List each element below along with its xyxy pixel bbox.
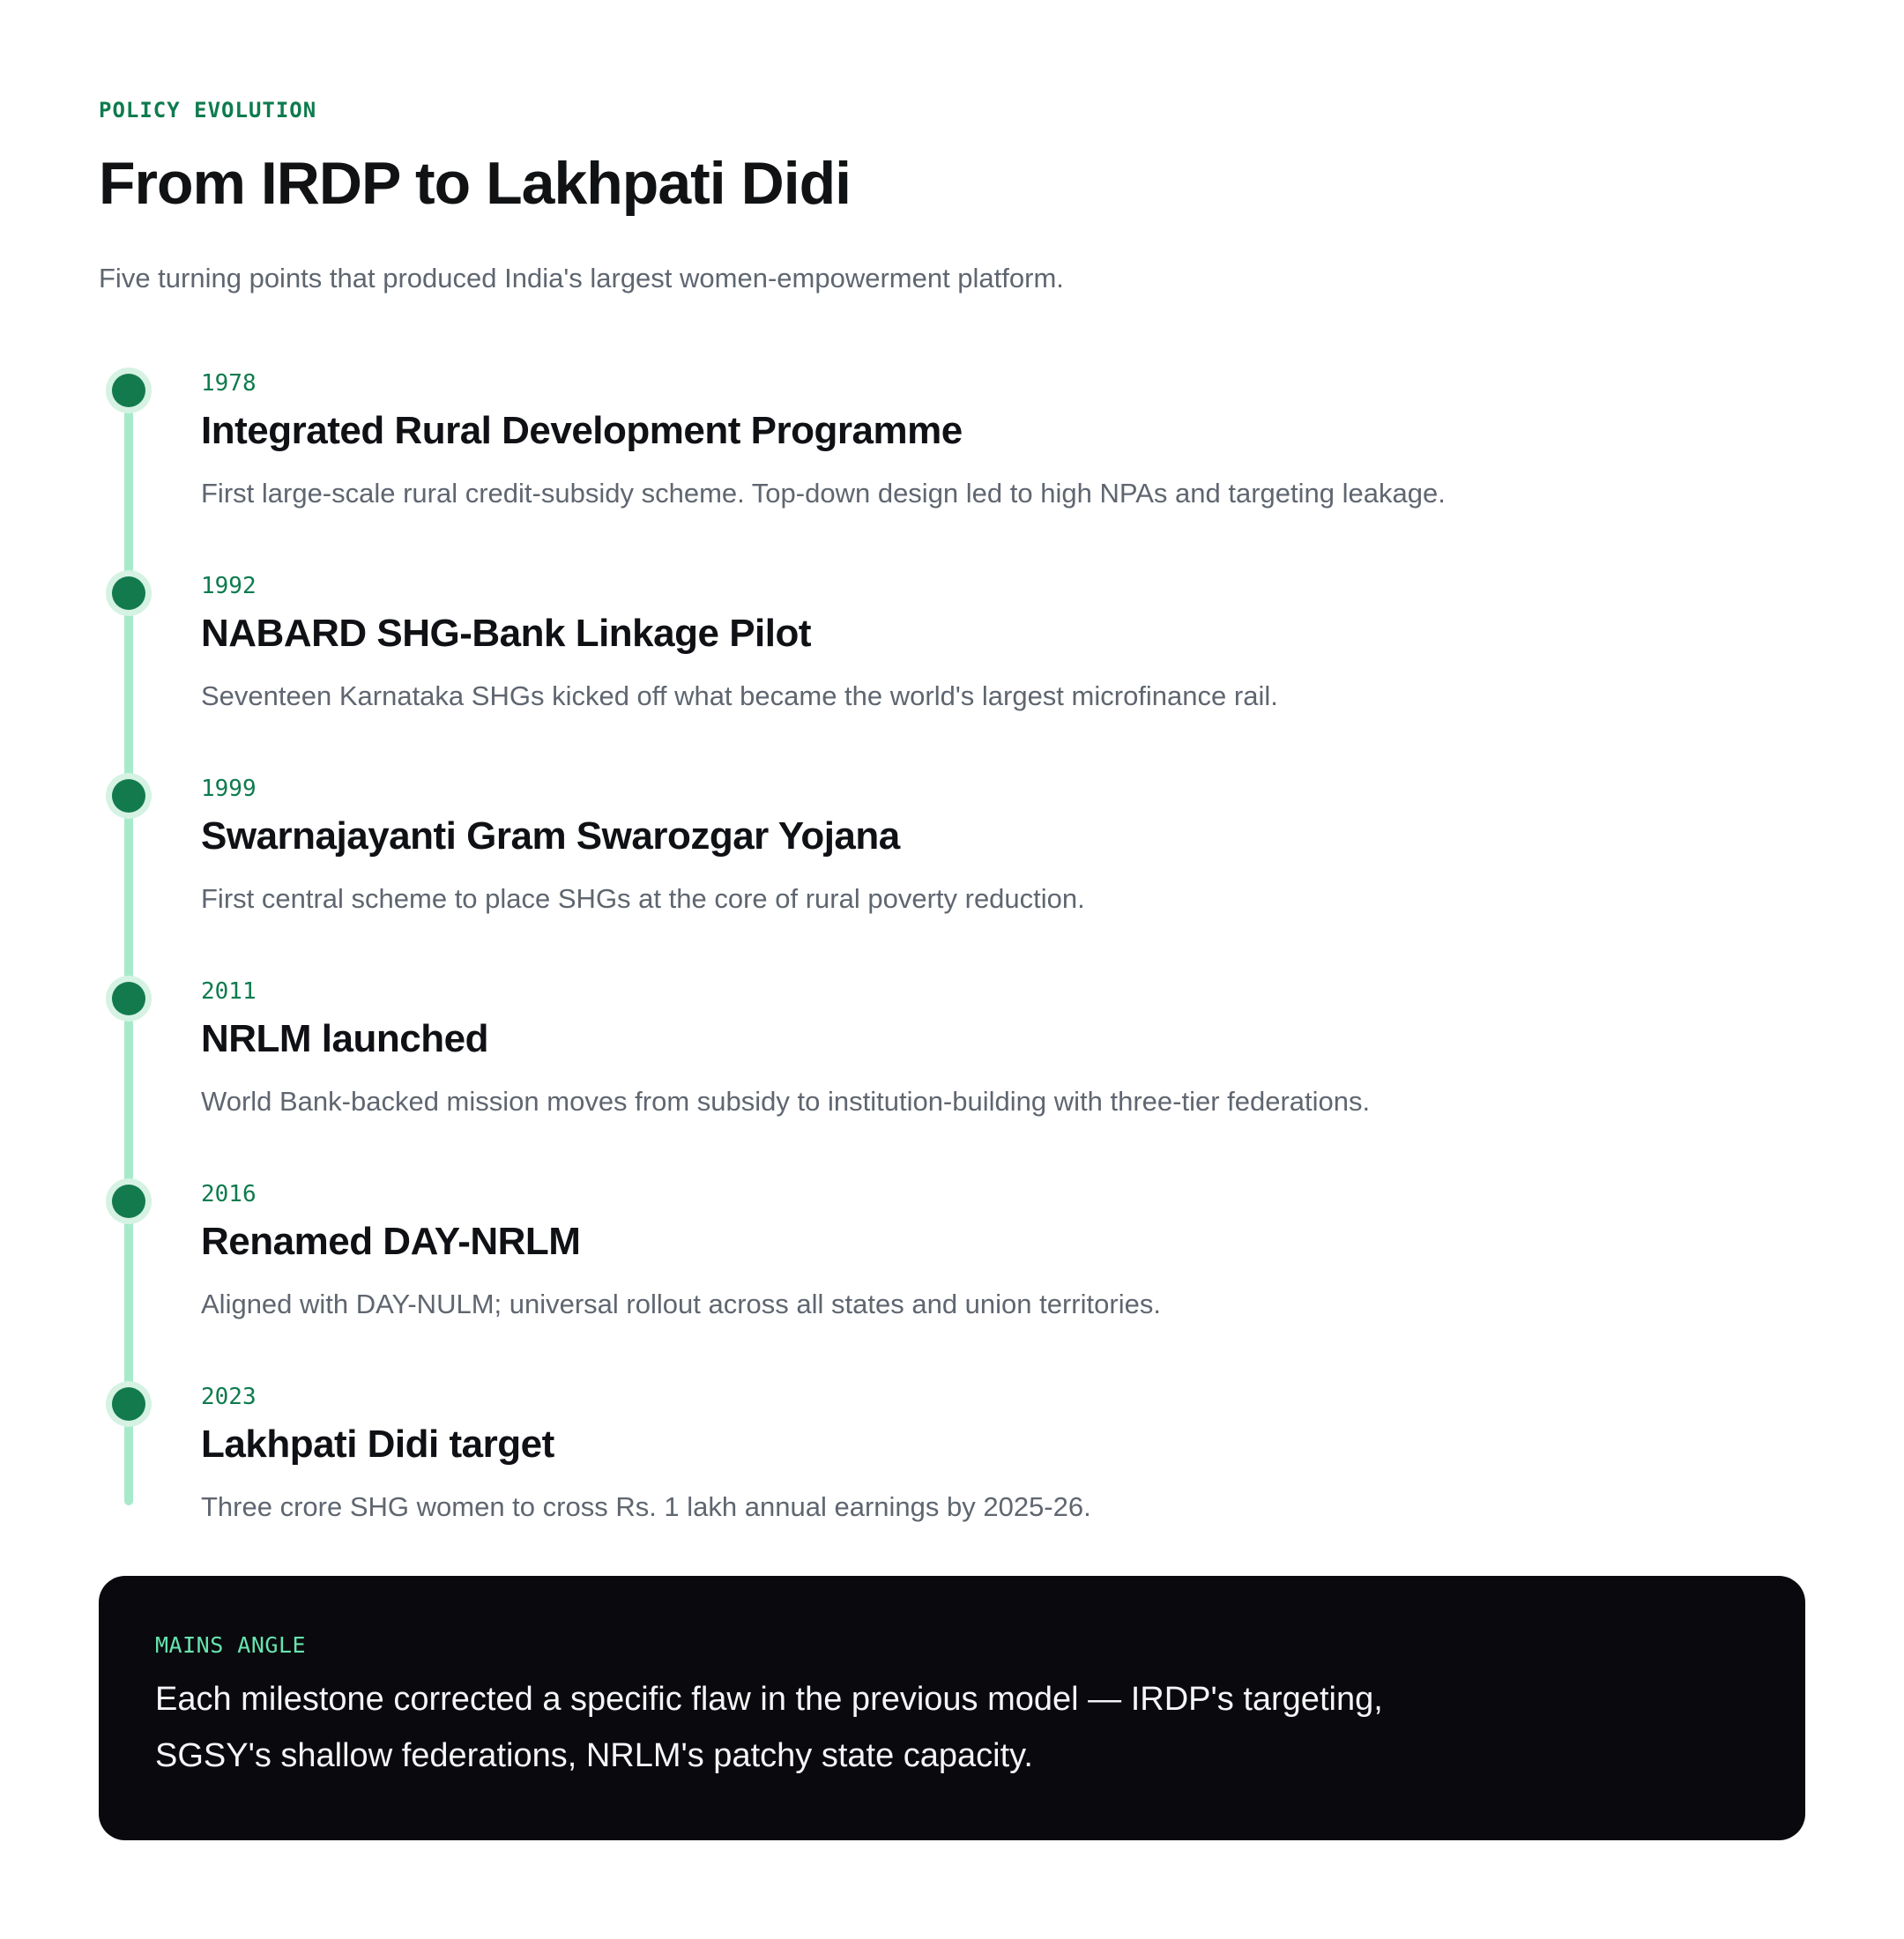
milestone-description: Aligned with DAY-NULM; universal rollout across all states and union territories. — [201, 1289, 1161, 1319]
milestone-year: 1978 — [201, 370, 257, 397]
milestone-description: Seventeen Karnataka SHGs kicked off what became the world's largest microfinance rail. — [201, 680, 1278, 711]
milestone-title: NABARD SHG-Bank Linkage Pilot — [201, 612, 812, 655]
timeline-item-1992 — [99, 573, 1805, 716]
milestone-description: Three crore SHG women to cross Rs. 1 lakh annual earnings by 2025-26. — [201, 1491, 1091, 1522]
timeline-dot-halo — [106, 368, 152, 413]
timeline-item-content — [99, 1181, 1805, 1324]
timeline-item-2023 — [99, 1384, 1805, 1527]
milestone-year: 2023 — [201, 1384, 257, 1410]
timeline-dot-icon — [112, 779, 145, 813]
timeline-dot-icon — [112, 1185, 145, 1218]
timeline-dot-halo — [106, 1381, 152, 1427]
callout-line: Each milestone corrected a specific flaw in the previous model — IRDP's targeting, — [155, 1681, 1383, 1718]
milestone-title: Renamed DAY-NRLM — [201, 1220, 581, 1263]
mains-angle-callout — [99, 1576, 1805, 1840]
milestone-description: World Bank-backed mission moves from subsidy to institution-building with three-tier federations. — [201, 1086, 1371, 1117]
timeline-item-2011 — [99, 978, 1805, 1121]
milestone-year: 1992 — [201, 573, 257, 599]
timeline-item-content — [99, 776, 1805, 918]
timeline-item-1978 — [99, 370, 1805, 513]
callout-line: SGSY's shallow federations, NRLM's patchy state capacity. — [155, 1737, 1033, 1774]
timeline-item-content — [99, 573, 1805, 716]
timeline — [99, 370, 1805, 1534]
timeline-dot-icon — [112, 1387, 145, 1421]
page-title: From IRDP to Lakhpati Didi — [99, 150, 852, 217]
timeline-dot-halo — [106, 773, 152, 819]
milestone-year: 1999 — [201, 776, 257, 802]
page-subtitle: Five turning points that produced India's largest women-empowerment platform. — [99, 263, 1064, 293]
timeline-dot-icon — [112, 982, 145, 1015]
milestone-description: First large-scale rural credit-subsidy scheme. Top-down design led to high NPAs and targeting leakage. — [201, 478, 1446, 509]
timeline-dot-halo — [106, 570, 152, 616]
milestone-description: First central scheme to place SHGs at the core of rural poverty reduction. — [201, 883, 1085, 914]
timeline-item-1999 — [99, 776, 1805, 918]
milestone-title: Swarnajayanti Gram Swarozgar Yojana — [201, 814, 900, 858]
timeline-dot-icon — [112, 576, 145, 610]
milestone-title: Integrated Rural Development Programme — [201, 409, 963, 452]
timeline-item-content — [99, 978, 1805, 1121]
milestone-title: NRLM launched — [201, 1017, 488, 1060]
timeline-dot-halo — [106, 1178, 152, 1224]
timeline-dot-halo — [106, 976, 152, 1022]
milestone-year: 2011 — [201, 978, 257, 1005]
timeline-item-2016 — [99, 1181, 1805, 1324]
milestone-year: 2016 — [201, 1181, 257, 1207]
timeline-item-content — [99, 370, 1805, 513]
callout-body — [155, 1671, 1749, 1784]
callout-label: MAINS ANGLE — [155, 1632, 307, 1658]
milestone-title: Lakhpati Didi target — [201, 1423, 554, 1466]
timeline-dot-icon — [112, 374, 145, 407]
timeline-item-content — [99, 1384, 1805, 1527]
section-eyebrow: POLICY EVOLUTION — [99, 98, 317, 123]
timeline-connector-line — [124, 390, 133, 1505]
